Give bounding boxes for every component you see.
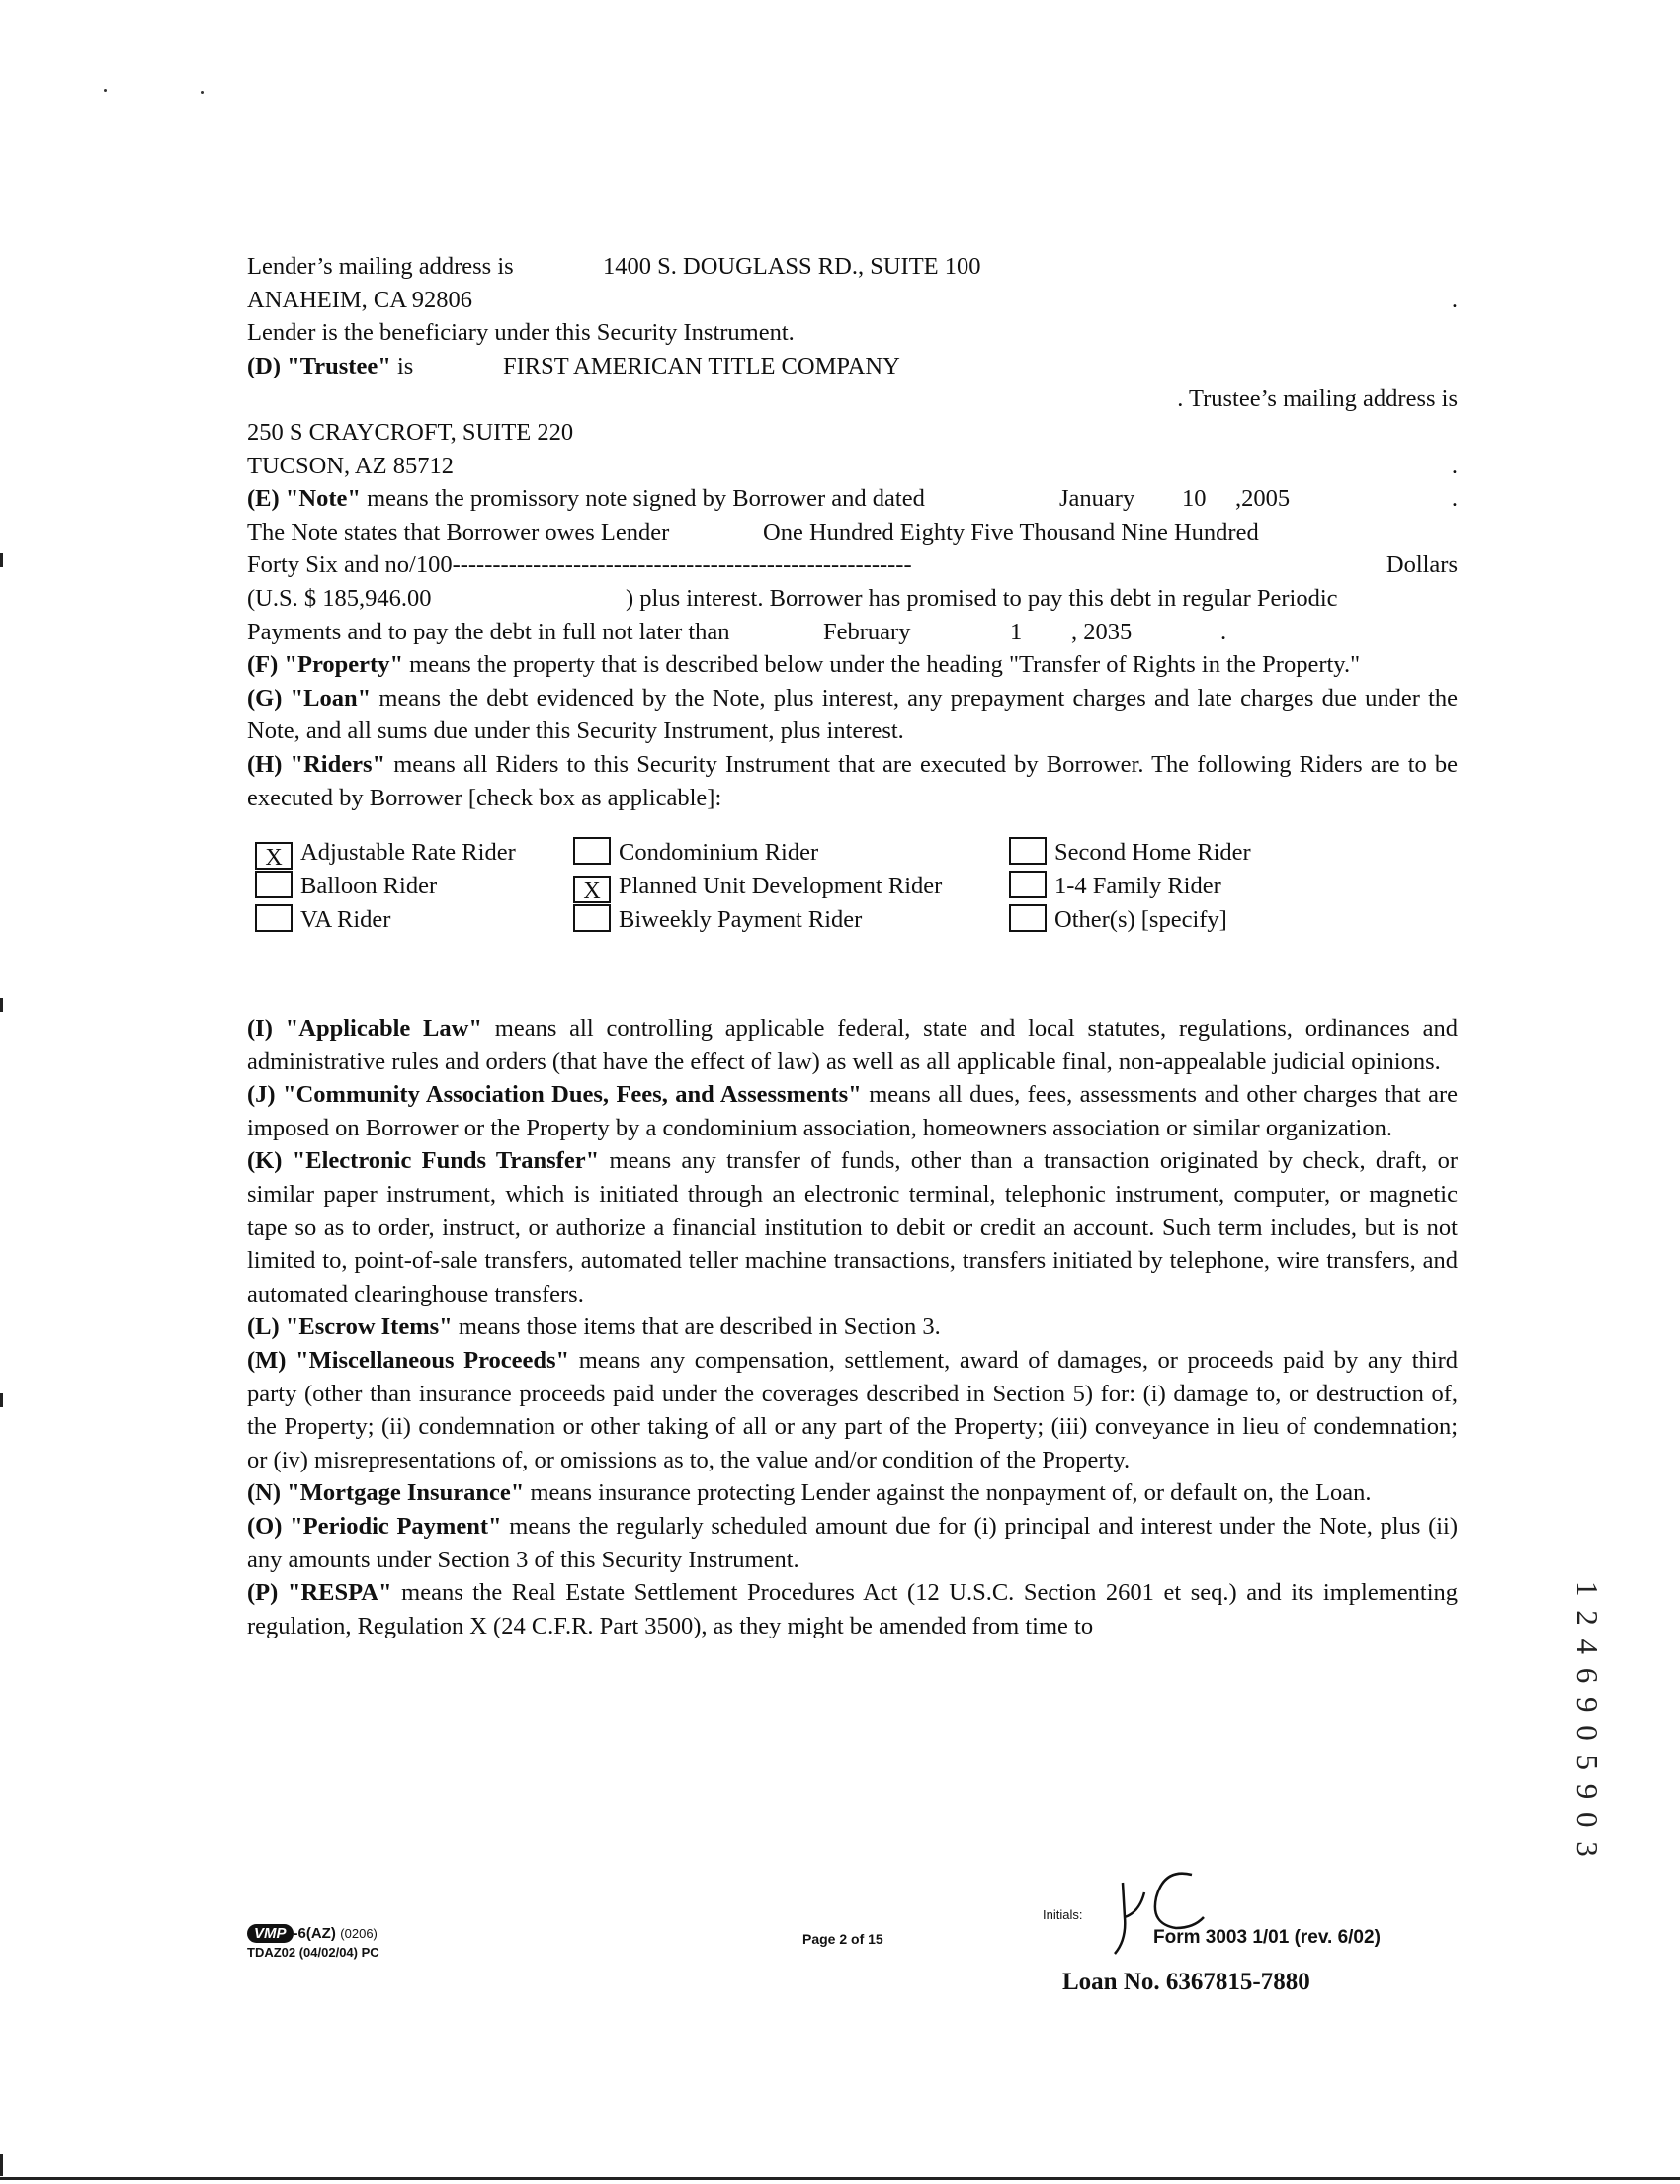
definition-p bbox=[247, 1576, 1458, 1642]
definition-n bbox=[247, 1476, 1458, 1510]
definition-text: means any compensation, settlement, award of damages, or proceeds paid by any third party (other than insurance proceeds paid under the coverages described in Section 5) for: (i) damage to, or destruction of, the Property; (ii) condemnation or other taking of all or any part of the Property; (iii) conveyance in lieu of condemnation; or (iv) misrepresentations of, or omissions as to, the value and/or condition of the Property. bbox=[247, 1347, 1458, 1473]
rider-label: Second Home Rider bbox=[1054, 839, 1251, 867]
document-body bbox=[247, 250, 1458, 1642]
note-date-year: ,2005 bbox=[1235, 485, 1291, 513]
checkbox[interactable]: X bbox=[255, 842, 293, 870]
scan-edge-mark bbox=[0, 998, 3, 1012]
trustee-address-line1: 250 S CRAYCROFT, SUITE 220 bbox=[247, 418, 574, 446]
period-mark: . bbox=[1451, 452, 1458, 479]
note-date-month: January bbox=[1059, 485, 1135, 513]
rider-label: Balloon Rider bbox=[300, 873, 438, 900]
note-amount-words-2: Forty Six and no/100--------------------------------------------------------- bbox=[247, 551, 912, 579]
note-date-day: 10 bbox=[1182, 485, 1207, 513]
note-us-amount: (U.S. $ 185,946.00 bbox=[247, 584, 432, 612]
vmp-logo: VMP bbox=[247, 1924, 294, 1943]
lender-address-row bbox=[247, 250, 1458, 284]
definition-term: (O) "Periodic Payment" bbox=[247, 1513, 502, 1540]
trustee-address-line2: TUCSON, AZ 85712 bbox=[247, 452, 454, 479]
definition-term: (H) "Riders" bbox=[247, 750, 386, 778]
definition-term: (G) "Loan" bbox=[247, 684, 372, 712]
note-due-year: , 2035 bbox=[1071, 618, 1133, 645]
recording-stamp: 1 2 4 6 9 0 5 9 0 3 bbox=[1570, 1581, 1605, 1860]
checkbox[interactable] bbox=[255, 871, 293, 898]
page-number: Page 2 of 15 bbox=[802, 1931, 883, 1947]
form-number: Form 3003 1/01 (rev. 6/02) bbox=[1153, 1927, 1381, 1948]
definition-i bbox=[247, 1012, 1458, 1078]
rider-adjustable-rate[interactable] bbox=[255, 836, 516, 872]
definition-text: means any transfer of funds, other than a transaction originated by check, draft, or similar paper instrument, which is initiated through an electronic terminal, telephonic instrument, computer, or magnetic tape so as to order, instruct, or authorize a financial institution to debit or credit an account. Such term includes, but is not limited to, point-of-sale transfers, automated teller machine transactions, transfers initiated by telephone, wire transfers, and automated clearinghouse transfers. bbox=[247, 1147, 1459, 1307]
rider-biweekly-payment[interactable] bbox=[573, 903, 862, 936]
note-row bbox=[247, 482, 1458, 516]
trustee-address-row2 bbox=[247, 450, 1458, 483]
period-mark: . bbox=[1220, 618, 1227, 645]
note-amount-row bbox=[247, 548, 1458, 582]
scan-speck bbox=[201, 91, 204, 94]
checkbox[interactable] bbox=[255, 904, 293, 932]
initials-label: Initials: bbox=[1043, 1907, 1083, 1922]
trustee-term: (D) "Trustee" bbox=[247, 352, 391, 379]
note-due-day: 1 bbox=[1010, 618, 1023, 645]
checkbox[interactable] bbox=[1009, 871, 1047, 898]
definition-text: means insurance protecting Lender against the nonpayment of, or default on, the Loan. bbox=[530, 1479, 1372, 1507]
note-amount-words-1: One Hundred Eighty Five Thousand Nine Hundred bbox=[763, 518, 1259, 546]
definition-h bbox=[247, 748, 1458, 814]
note-owes-row bbox=[247, 516, 1458, 549]
note-owes-text: The Note states that Borrower owes Lender bbox=[247, 518, 670, 546]
definition-term: (P) "RESPA" bbox=[247, 1579, 392, 1607]
note-payments-text: Payments and to pay the debt in full not later than bbox=[247, 618, 730, 645]
spacer bbox=[247, 935, 1458, 1012]
rider-balloon[interactable] bbox=[255, 870, 437, 902]
scan-bottom-edge bbox=[0, 2177, 1680, 2180]
definition-o bbox=[247, 1510, 1458, 1576]
definition-g bbox=[247, 682, 1458, 748]
trustee-address-label: . Trustee’s mailing address is bbox=[1177, 385, 1458, 413]
lender-beneficiary-text: Lender is the beneficiary under this Security Instrument. bbox=[247, 319, 795, 347]
definition-f bbox=[247, 648, 1458, 682]
scan-speck bbox=[104, 89, 107, 92]
doc-code: TDAZ02 (04/02/04) PC bbox=[247, 1945, 379, 1960]
rider-va[interactable] bbox=[255, 903, 390, 936]
scan-edge-mark bbox=[0, 553, 3, 567]
definition-m bbox=[247, 1344, 1458, 1476]
rider-label: Biweekly Payment Rider bbox=[619, 906, 863, 934]
definition-text: means the regularly scheduled amount due for (i) principal and interest under the Note, plus (ii) any amounts under Section 3 of this Security Instrument. bbox=[247, 1513, 1458, 1573]
definition-text: means the debt evidenced by the Note, plus interest, any prepayment charges and late charges due under the Note, and all sums due under this Security Instrument, plus interest. bbox=[247, 684, 1459, 745]
scan-edge-mark bbox=[0, 1393, 3, 1407]
note-us-amount-row bbox=[247, 582, 1458, 616]
form-code: -6(AZ) bbox=[293, 1925, 336, 1942]
rider-label: VA Rider bbox=[300, 906, 391, 934]
form-footer-left bbox=[247, 1924, 379, 1960]
rider-label: Condominium Rider bbox=[619, 839, 819, 867]
rider-label: 1-4 Family Rider bbox=[1054, 873, 1221, 900]
trustee-is: is bbox=[396, 352, 414, 379]
definition-k bbox=[247, 1144, 1458, 1310]
definition-text: means all controlling applicable federal, state and local statutes, regulations, ordinances and administrative rules and orders (that have the effect of law) as well as all applicable final, non-appealable judicial opinions. bbox=[247, 1015, 1459, 1075]
rider-label: Other(s) [specify] bbox=[1054, 906, 1227, 934]
checkbox[interactable]: X bbox=[573, 876, 611, 903]
definition-text: means all Riders to this Security Instrument that are executed by Borrower. The following Riders are to be executed by Borrower [check box as applicable]: bbox=[247, 750, 1459, 811]
rider-planned-unit-development[interactable] bbox=[573, 870, 943, 905]
definition-term: (M) "Miscellaneous Proceeds" bbox=[247, 1347, 570, 1375]
checkbox[interactable] bbox=[573, 837, 611, 865]
scan-edge-mark bbox=[0, 2154, 3, 2176]
definition-term: (F) "Property" bbox=[247, 651, 404, 679]
definition-l bbox=[247, 1310, 1458, 1344]
rider-label: Adjustable Rate Rider bbox=[300, 839, 516, 867]
definition-text: means the Real Estate Settlement Procedures Act (12 U.S.C. Section 2601 et seq.) and its implementing regulation, Regulation X (24 C.F.R. Part 3500), as they might be amended from time to bbox=[247, 1579, 1459, 1639]
lender-city-row bbox=[247, 284, 1458, 317]
note-plus-interest: ) plus interest. Borrower has promised to pay this debt in regular Periodic bbox=[626, 584, 1338, 612]
lender-beneficiary-row bbox=[247, 316, 1458, 350]
lender-address-label: Lender’s mailing address is bbox=[247, 253, 514, 280]
form-code-date: (0206) bbox=[340, 1926, 378, 1941]
rider-1-4-family[interactable] bbox=[1009, 870, 1221, 902]
checkbox[interactable] bbox=[1009, 837, 1047, 865]
definition-term: (J) "Community Association Dues, Fees, and Assessments" bbox=[247, 1081, 862, 1109]
note-dollars: Dollars bbox=[1386, 551, 1458, 579]
rider-second-home[interactable] bbox=[1009, 836, 1251, 869]
checkbox[interactable] bbox=[1009, 904, 1047, 932]
riders-checklist bbox=[247, 836, 1458, 935]
rider-label: Planned Unit Development Rider bbox=[619, 873, 943, 900]
note-term: (E) "Note" bbox=[247, 485, 361, 513]
checkbox[interactable] bbox=[573, 904, 611, 932]
definition-term: (I) "Applicable Law" bbox=[247, 1015, 482, 1043]
definition-term: (K) "Electronic Funds Transfer" bbox=[247, 1147, 600, 1175]
note-payments-row bbox=[247, 616, 1458, 649]
period-mark: . bbox=[1451, 286, 1458, 313]
trustee-name: FIRST AMERICAN TITLE COMPANY bbox=[503, 352, 900, 379]
trustee-row bbox=[247, 350, 1458, 383]
note-text: means the promissory note signed by Borrower and dated bbox=[367, 485, 925, 513]
note-due-month: February bbox=[823, 618, 911, 645]
definition-term: (L) "Escrow Items" bbox=[247, 1313, 453, 1341]
definition-term: (N) "Mortgage Insurance" bbox=[247, 1479, 525, 1507]
lender-address-line2: ANAHEIM, CA 92806 bbox=[247, 286, 472, 313]
definition-text: means the property that is described below under the heading "Transfer of Rights in the Property." bbox=[409, 651, 1361, 679]
loan-number: Loan No. 6367815-7880 bbox=[1062, 1969, 1310, 1995]
rider-condominium[interactable] bbox=[573, 836, 818, 869]
trustee-address-label-row bbox=[247, 382, 1458, 416]
rider-others[interactable] bbox=[1009, 903, 1227, 936]
definition-text: means those items that are described in Section 3. bbox=[458, 1313, 941, 1341]
trustee-address-row1 bbox=[247, 416, 1458, 450]
period-mark: . bbox=[1451, 485, 1458, 513]
definition-text: means all dues, fees, assessments and other charges that are imposed on Borrower or the Property by a condominium association, homeowners association or similar organization. bbox=[247, 1081, 1459, 1141]
definition-j bbox=[247, 1078, 1458, 1144]
lender-address-line1: 1400 S. DOUGLASS RD., SUITE 100 bbox=[603, 253, 981, 280]
